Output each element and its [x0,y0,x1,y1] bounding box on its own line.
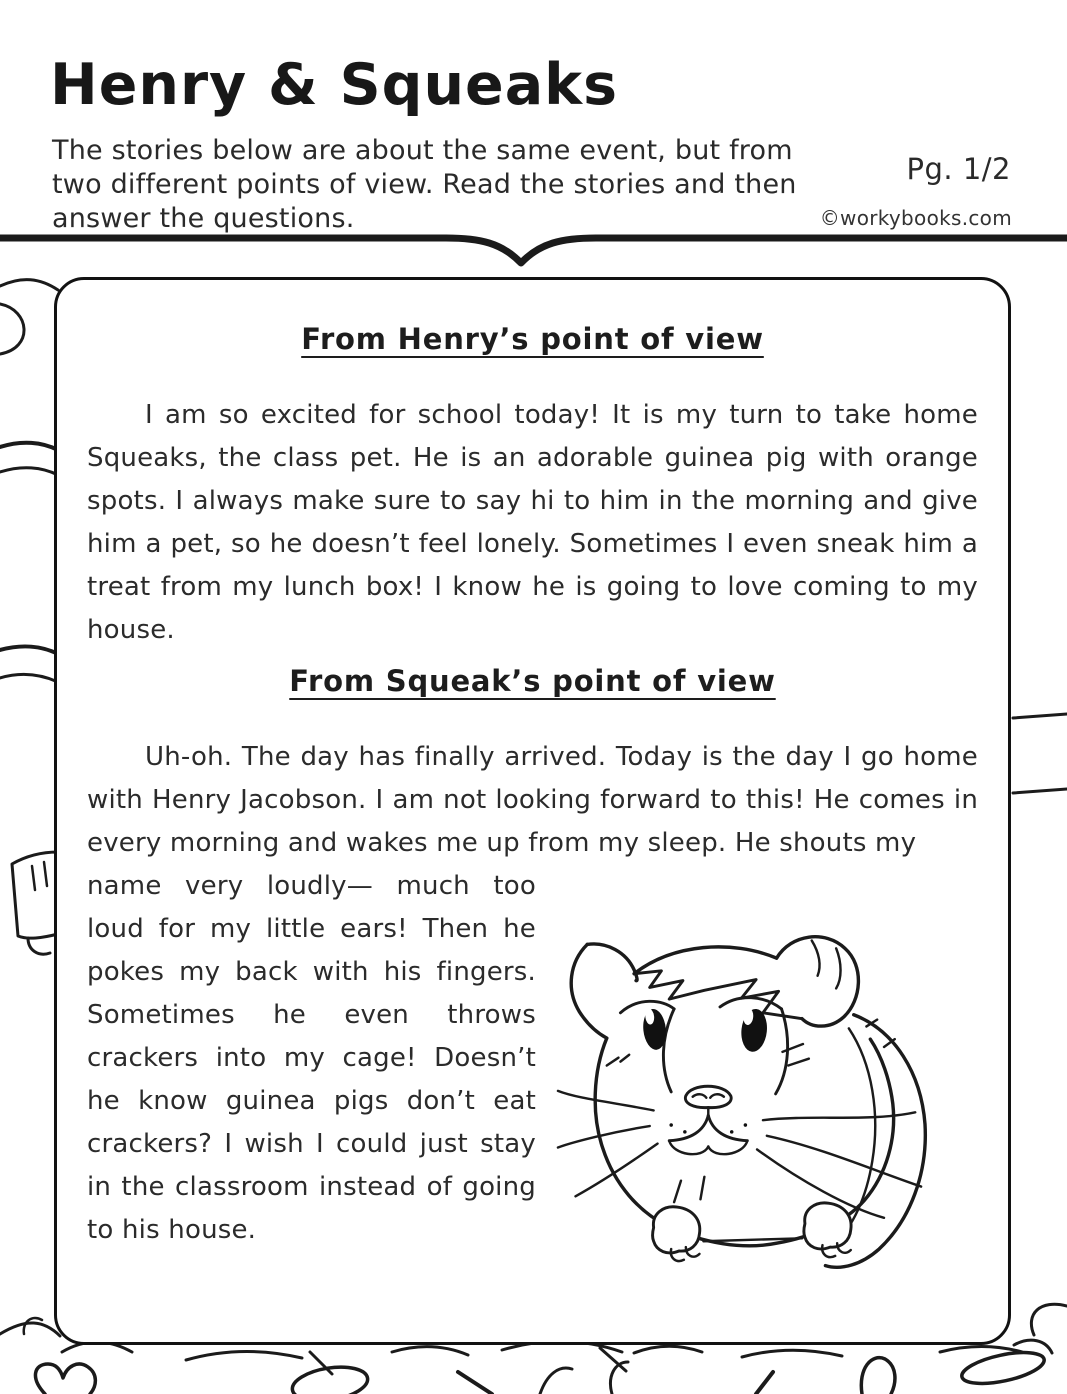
squeaks-story-heading: From Squeak’s point of view [289,664,776,698]
squeaks-story-wrap-zone [87,865,978,1252]
instructions-text: The stories below are about the same event, but from two different points of view. Read the stories and then answer the questions. [52,135,797,234]
squeaks-story-paragraph-start: Uh-oh. The day has finally arrived. Today is the day I go home with Henry Jacobson. I am not looking forward to this! He comes in every morning and wakes me up from my sleep. He shouts my [87,742,978,858]
henry-story-paragraph: I am so excited for school today! It is my turn to take home Squeaks, the class pet. He is an adorable guinea pig with orange spots. I always make sure to say hi to him in the morning and give him a pet, so he doesn’t feel lonely. Sometimes I even sneak him a treat from my lunch box! I know he is going to love coming to my house. [87,400,978,645]
story-card [54,277,1011,1345]
squeaks-story-paragraph-wrap: name very loudly— much too loud for my little ears! Then he pokes my back with his fingers. Sometimes he even throws crackers into my cage! Doesn’t he know guinea pigs don’t eat crackers? I wish I could just stay in the classroom instead of going to his house. [87,871,536,1245]
page-number: Pg. 1/2 [906,152,1011,186]
henry-story-heading: From Henry’s point of view [301,322,764,356]
site-credit: ©workybooks.com [819,206,1012,230]
guinea-pig-icon [556,917,966,1297]
guinea-pig-illustration [550,865,978,1303]
page-title: Henry & Squeaks [50,52,618,118]
notch-divider [0,238,1067,263]
